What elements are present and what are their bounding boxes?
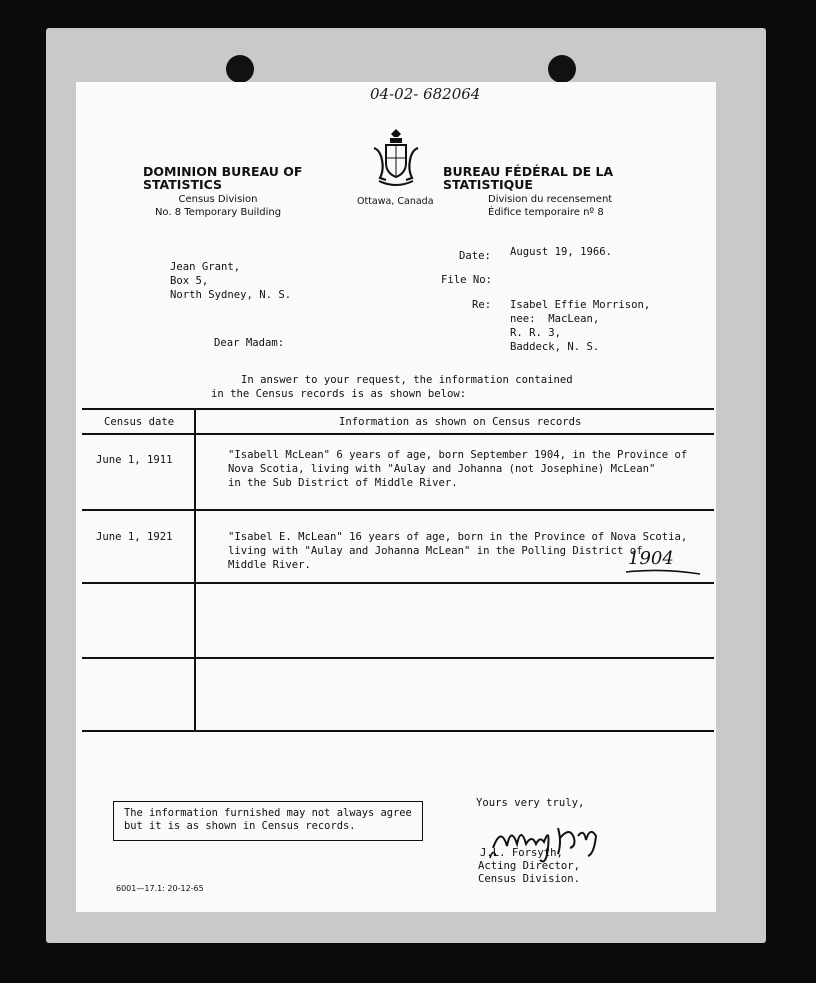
re-line: Baddeck, N. S. [510, 341, 600, 353]
row-info-line: Middle River. [228, 559, 311, 571]
re-line: R. R. 3, [510, 327, 562, 339]
disclaimer-line: The information furnished may not always agree [124, 807, 412, 819]
header-fr-division: Division du recensement [488, 194, 613, 205]
header-english [143, 165, 353, 219]
punch-hole-left [226, 55, 254, 83]
addressee-line: Box 5, [170, 275, 209, 287]
disclaimer-line: but it is as shown in Census records. [124, 820, 356, 832]
table-header-date: Census date [104, 416, 175, 428]
table-rule [82, 730, 714, 732]
table-rule [82, 582, 714, 584]
header-en-division: Census Division [178, 194, 258, 205]
addressee-line: Jean Grant, [170, 261, 241, 273]
table-rule [82, 408, 714, 410]
row-info-line: living with "Aulay and Johanna McLean" in the Polling District of [228, 545, 643, 557]
handwritten-year: 1904 [628, 548, 674, 569]
table-header-info: Information as shown on Census records [339, 416, 582, 428]
row-info-line: in the Sub District of Middle River. [228, 477, 458, 489]
punch-hole-right [548, 55, 576, 83]
intro-line: in the Census records is as shown below: [211, 388, 467, 400]
re-line: nee: MacLean, [510, 313, 600, 325]
signatory-line: Acting Director, [478, 860, 581, 872]
header-fr-building: Édifice temporaire nº 8 [488, 207, 604, 218]
table-rule [82, 433, 714, 435]
addressee-line: North Sydney, N. S. [170, 289, 292, 301]
re-line: Isabel Effie Morrison, [510, 299, 651, 311]
table-rule [82, 509, 714, 511]
header-en-building: No. 8 Temporary Building [154, 207, 282, 218]
header-french [443, 165, 663, 219]
census-table [82, 408, 714, 732]
disclaimer-box [113, 801, 423, 841]
signatory-line: J.L. Forsyth, [480, 847, 563, 859]
header-en-title: DOMINION BUREAU OF STATISTICS [143, 164, 303, 192]
coat-of-arms-icon [371, 128, 421, 188]
row-census-date: June 1, 1921 [96, 531, 173, 543]
handwritten-underline [624, 566, 702, 578]
intro-line: In answer to your request, the information contained [241, 374, 573, 386]
re-label: Re: [472, 299, 492, 311]
row-info-line: "Isabel E. McLean" 16 years of age, born in the Province of Nova Scotia, [228, 531, 688, 543]
row-info-line: Nova Scotia, living with "Aulay and Johanna (not Josephine) McLean" [228, 463, 656, 475]
row-census-date: June 1, 1911 [96, 454, 173, 466]
date-label: Date: [459, 250, 491, 262]
closing: Yours very truly, [476, 797, 585, 809]
signatory-line: Census Division. [478, 873, 581, 885]
header-city: Ottawa, Canada [357, 196, 434, 207]
header-fr-title: BUREAU FÉDÉRAL DE LA STATISTIQUE [443, 164, 614, 192]
handwritten-reference-number: 04-02- 682064 [370, 85, 481, 103]
table-rule [82, 657, 714, 659]
table-column-divider [194, 408, 196, 732]
form-code: 6001—17.1: 20-12-65 [116, 884, 204, 893]
salutation: Dear Madam: [214, 337, 285, 349]
row-info-line: "Isabell McLean" 6 years of age, born September 1904, in the Province of [228, 449, 688, 461]
file-label: File No: [441, 274, 493, 286]
date-value: August 19, 1966. [510, 246, 613, 258]
